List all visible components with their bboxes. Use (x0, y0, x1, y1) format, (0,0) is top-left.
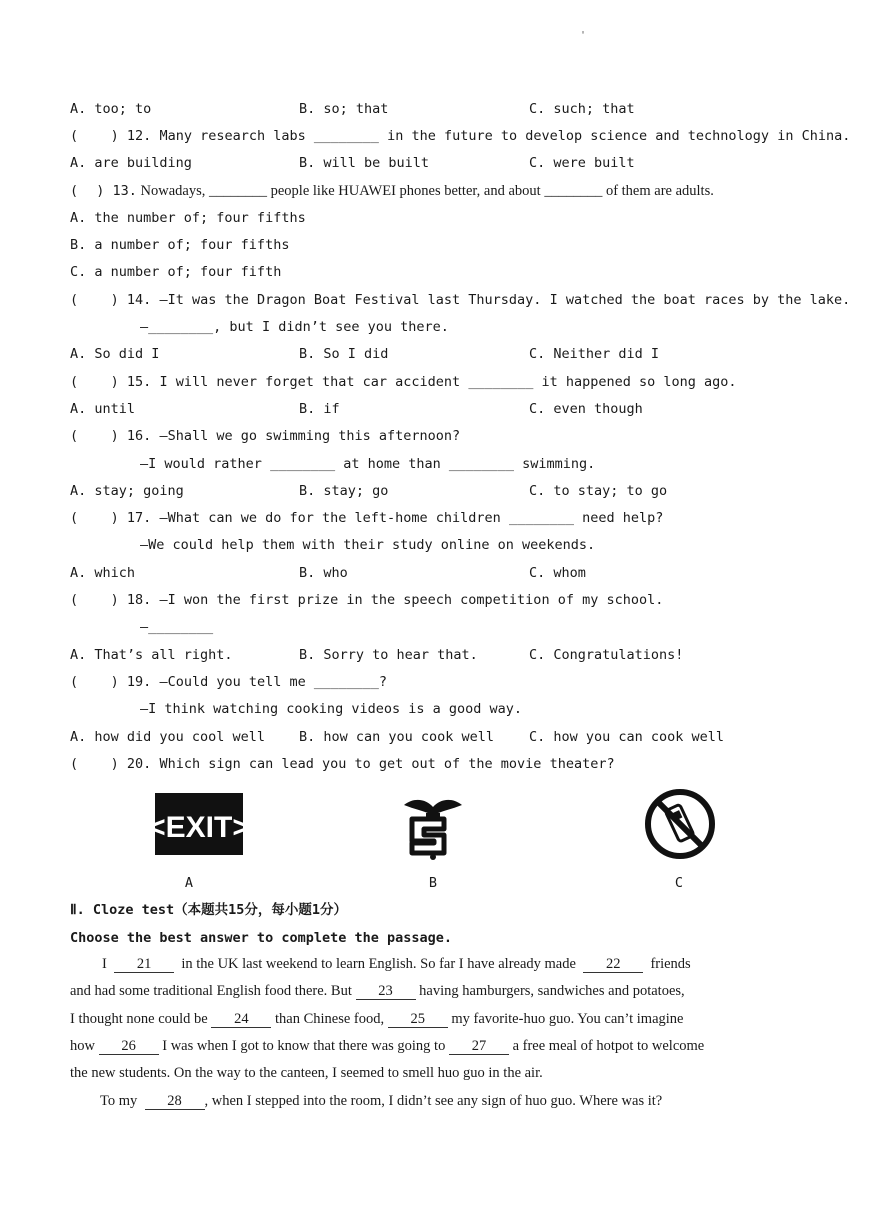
cloze-blank-26[interactable]: 26 (99, 1038, 159, 1055)
q13-text-2: people like HUAWEI phones better, and about (270, 183, 541, 199)
cloze-line-4 (70, 1036, 704, 1056)
q14-line-1: —It was the Dragon Boat Festival last Thursday. I watched the boat races by the lake. (159, 292, 851, 308)
q18-option-c[interactable]: C. Congratulations! (529, 647, 684, 663)
q14-response (140, 317, 449, 337)
cloze-blank-25[interactable]: 25 (388, 1011, 448, 1028)
q13-option-b[interactable]: B. a number of; four fifths (70, 237, 290, 253)
cloze-word: , when I stepped into the room, I didn’t see any sign of huo guo. Where was it? (204, 1093, 663, 1109)
q18-paren-open: ( (70, 592, 79, 608)
q14-blank: ________ (148, 319, 214, 335)
q17-option-c[interactable]: C. whom (529, 565, 586, 581)
cloze-blank-24[interactable]: 24 (211, 1011, 271, 1028)
q12-option-b[interactable]: B. will be built (299, 155, 430, 171)
q19-option-a[interactable]: A. how did you cool well (70, 729, 266, 745)
q14-paren-open: ( (70, 292, 79, 308)
q17-blank: ________ (508, 510, 574, 526)
cloze-word: I was when I got to know that there was going to (162, 1038, 446, 1054)
steam-sign-icon[interactable] (400, 797, 466, 865)
q17-text-1: —What can we do for the left-home children (159, 510, 501, 526)
cloze-blank-21[interactable]: 21 (114, 956, 174, 973)
exit-sign-text: <EXIT> (148, 811, 250, 844)
q16-stem (70, 426, 460, 446)
q15-option-c[interactable]: C. even though (529, 401, 643, 417)
cloze-word: To my (100, 1093, 138, 1109)
q19-paren-open: ( (70, 674, 79, 690)
q11-option-a[interactable]: A. too; to (70, 101, 152, 117)
cloze-line-6 (100, 1091, 662, 1111)
q20-stem (70, 754, 615, 774)
q18-option-a[interactable]: A. That’s all right. (70, 647, 233, 663)
q19-option-b[interactable]: B. how can you cook well (299, 729, 495, 745)
q15-stem (70, 372, 737, 392)
q20-number: ) 20. (110, 756, 152, 772)
q15-text-1: I will never forget that car accident (159, 374, 461, 390)
q18-dash: — (140, 619, 149, 635)
q11-option-c[interactable]: C. such; that (529, 101, 635, 117)
q16-number: ) 16. (110, 428, 152, 444)
q15-paren-open: ( (70, 374, 79, 390)
cloze-line-1 (102, 954, 691, 974)
q14-option-c[interactable]: C. Neither did I (529, 346, 660, 362)
cloze-word: my favorite-huo guo. You can’t imagine (451, 1011, 684, 1027)
q19-number: ) 19. (110, 674, 152, 690)
q19-option-c[interactable]: C. how you can cook well (529, 729, 725, 745)
cloze-blank-22[interactable]: 22 (583, 956, 643, 973)
q16-option-c[interactable]: C. to stay; to go (529, 483, 668, 499)
q16-response (140, 454, 595, 474)
q15-option-a[interactable]: A. until (70, 401, 136, 417)
q13-blank-1: ________ (209, 183, 267, 199)
q12-text-2: in the future to develop science and technology in China. (387, 128, 851, 144)
no-phone-sign-icon[interactable] (644, 788, 716, 864)
q20-text: Which sign can lead you to get out of the movie theater? (159, 756, 615, 772)
q13-text-1: Nowadays, (140, 183, 206, 199)
q16-paren-open: ( (70, 428, 79, 444)
q17-paren-open: ( (70, 510, 79, 526)
q18-stem (70, 590, 663, 610)
q14-option-b[interactable]: B. So I did (299, 346, 389, 362)
q18-blank: ________ (148, 619, 214, 635)
q13-paren-open: ( (70, 183, 79, 199)
cloze-word: I thought none could be (70, 1011, 208, 1027)
cloze-word: friends (650, 956, 691, 972)
q12-option-c[interactable]: C. were built (529, 155, 635, 171)
q14-option-a[interactable]: A. So did I (70, 346, 160, 362)
q15-number: ) 15. (110, 374, 152, 390)
q16-text-2: at home than (343, 456, 441, 472)
q17-option-b[interactable]: B. who (299, 565, 348, 581)
q16-text-3: swimming. (522, 456, 596, 472)
q17-response: —We could help them with their study online on weekends. (140, 537, 596, 553)
q15-option-b[interactable]: B. if (299, 401, 340, 417)
q12-text-1: Many research labs (159, 128, 306, 144)
q19-response: —I think watching cooking videos is a good way. (140, 701, 523, 717)
cloze-blank-27[interactable]: 27 (449, 1038, 509, 1055)
page-mark: ' (580, 30, 587, 41)
q18-option-b[interactable]: B. Sorry to hear that. (299, 647, 478, 663)
q19-text-1: —Could you tell me (159, 674, 306, 690)
cloze-blank-28[interactable]: 28 (145, 1093, 205, 1110)
cloze-line-5: the new students. On the way to the canteen, I seemed to smell huo guo in the air. (70, 1065, 543, 1081)
cloze-blank-23[interactable]: 23 (356, 983, 416, 1000)
sign-label-a: A (184, 875, 194, 891)
q12-blank: ________ (313, 128, 379, 144)
exit-sign-icon[interactable] (148, 793, 250, 859)
q17-stem (70, 508, 663, 528)
q16-blank-1: ________ (270, 456, 336, 472)
q19-blank: ________ (313, 674, 379, 690)
q12-option-a[interactable]: A. are building (70, 155, 192, 171)
q16-blank-2: ________ (448, 456, 514, 472)
q16-text-1: —I would rather (140, 456, 262, 472)
cloze-word: how (70, 1038, 95, 1054)
q17-option-a[interactable]: A. which (70, 565, 136, 581)
q18-response (140, 617, 213, 637)
q20-paren-open: ( (70, 756, 79, 772)
cloze-line-3 (70, 1009, 683, 1029)
q16-option-a[interactable]: A. stay; going (70, 483, 184, 499)
q13-number: ) 13. (96, 183, 137, 199)
q13-option-a[interactable]: A. the number of; four fifths (70, 210, 306, 226)
cloze-line-2 (70, 981, 685, 1001)
q18-line-1: —I won the first prize in the speech competition of my school. (159, 592, 664, 608)
q17-number: ) 17. (110, 510, 152, 526)
q16-line-1: —Shall we go swimming this afternoon? (159, 428, 461, 444)
q13-text-3: of them are adults. (605, 183, 714, 199)
cloze-word: a free meal of hotpot to welcome (512, 1038, 705, 1054)
cloze-word: and had some traditional English food there. But (70, 983, 352, 999)
q17-text-2: need help? (582, 510, 664, 526)
q14-stem (70, 290, 850, 310)
sign-label-c: C (674, 875, 684, 891)
q19-stem (70, 672, 387, 692)
q14-line-2: , but I didn’t see you there. (213, 319, 449, 335)
q19-text-2: ? (378, 674, 388, 690)
sign-label-b: B (428, 875, 438, 891)
q13-option-c[interactable]: C. a number of; four fifth (70, 264, 282, 280)
q12-paren-open: ( (70, 128, 79, 144)
q13-blank-2: ________ (544, 183, 603, 199)
q12-number: ) 12. (110, 128, 152, 144)
cloze-word: than Chinese food, (274, 1011, 385, 1027)
q11-option-b[interactable]: B. so; that (299, 101, 389, 117)
q12-stem (70, 126, 850, 146)
section-instruction: Choose the best answer to complete the passage. (70, 930, 453, 946)
q18-number: ) 18. (110, 592, 152, 608)
q13-stem (70, 181, 714, 201)
q15-text-2: it happened so long ago. (541, 374, 737, 390)
cloze-word: I (102, 956, 107, 972)
q15-blank: ________ (468, 374, 534, 390)
q16-option-b[interactable]: B. stay; go (299, 483, 389, 499)
q14-dash: — (140, 319, 149, 335)
section-heading: Ⅱ. Cloze test（本题共15分，每小题1分） (70, 902, 348, 918)
cloze-word: in the UK last weekend to learn English. So far I have already made (181, 956, 576, 972)
cloze-word: having hamburgers, sandwiches and potatoes, (419, 983, 685, 999)
q14-number: ) 14. (110, 292, 152, 308)
